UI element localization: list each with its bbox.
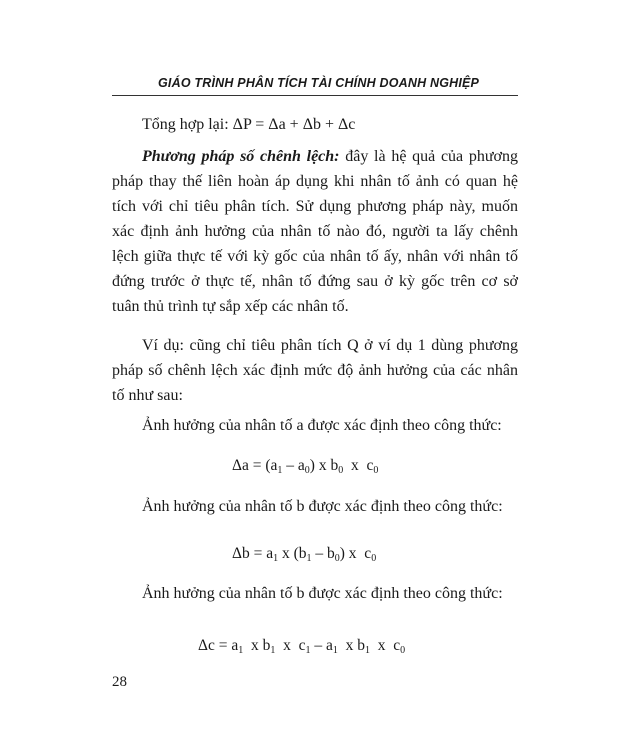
method-description: đây là hệ quả của phương pháp thay thế liên hoàn áp dụng khi nhân tố ảnh có quan hệ tích với chỉ tiêu phân tích. Sử dụng phương pháp này, muốn xác định ảnh hưởng của nhân tố nào đó, người ta lấy chênh lệch giữa thực tế với kỳ gốc của nhân tố ấy, nhân với nhân tố đứng trước ở thực tế, nhân tố đứng sau ở kỳ gốc trên cơ sở tuân thủ trình tự sắp xếp các nhân tố. xyxy=(112,148,519,315)
summary-paragraph xyxy=(112,112,518,137)
factor-c-text: Ảnh hưởng của nhân tố b được xác định theo công thức: xyxy=(142,585,503,602)
formula-delta-b: $\Delta b = a_1$ x $(b_1 - b_0)$ x $c_0$ xyxy=(232,545,377,564)
running-header: GIÁO TRÌNH PHÂN TÍCH TÀI CHÍNH DOANH NGHIỆP xyxy=(158,76,480,90)
page-number: 28 xyxy=(112,674,127,690)
factor-a-text: Ảnh hưởng của nhân tố a được xác định theo công thức: xyxy=(142,417,502,434)
factor-a-paragraph xyxy=(112,413,518,438)
method-paragraph xyxy=(112,144,518,319)
formula-delta-c: $\Delta c = a_1$ x $b_1$ x $c_1 - a_1$ x $b_1$ x $c_0$ xyxy=(198,637,406,656)
factor-b-text: Ảnh hưởng của nhân tố b được xác định theo công thức: xyxy=(142,498,503,515)
header-rule xyxy=(112,95,518,96)
factor-b-paragraph xyxy=(112,494,518,519)
factor-c-paragraph xyxy=(112,581,518,606)
example-paragraph xyxy=(112,333,518,408)
summary-line: Tổng hợp lại: ΔP = Δa + Δb + Δc xyxy=(142,116,356,133)
method-text xyxy=(112,144,518,319)
method-term: Phương pháp số chênh lệch: xyxy=(142,148,340,165)
example-text: Ví dụ: cũng chỉ tiêu phân tích Q ở ví dụ 1 dùng phương pháp số chênh lệch xác định mức độ ảnh hưởng của các nhân tố như sau: xyxy=(112,337,518,404)
formula-delta-a: $\Delta a = (a_1 - a_0)$ x $b_0$ x $c_0$ xyxy=(232,457,379,476)
